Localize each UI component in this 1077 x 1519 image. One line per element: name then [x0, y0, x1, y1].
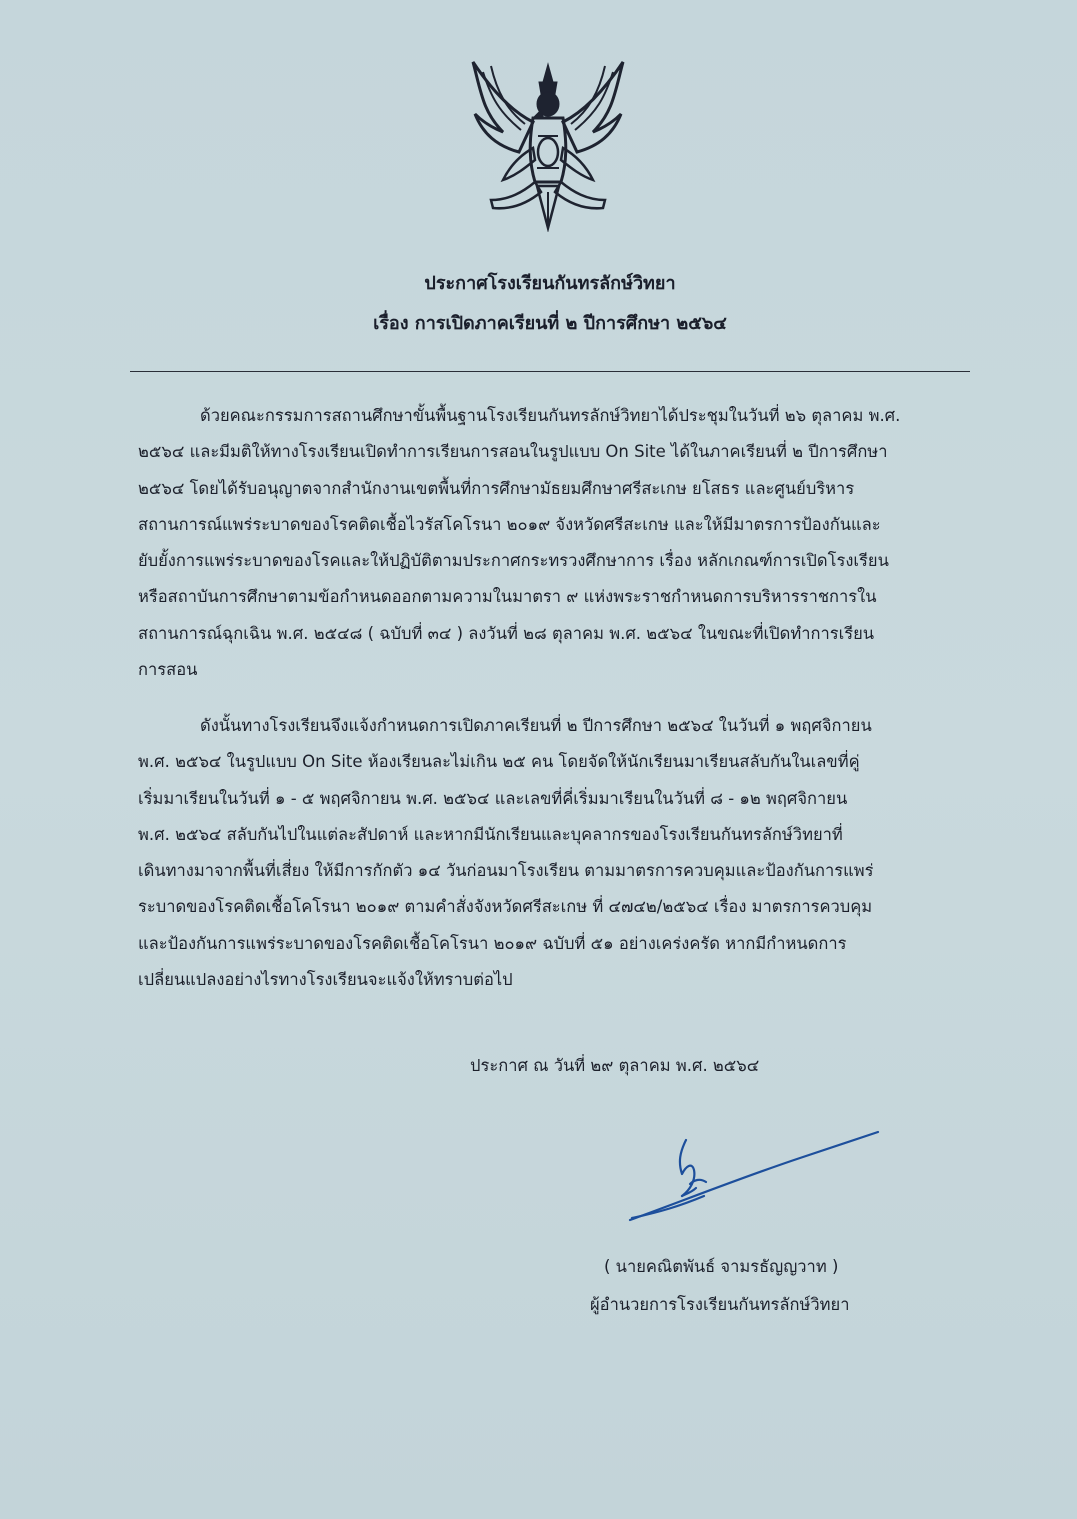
- document-title: ประกาศโรงเรียนกันทรลักษ์วิทยา: [424, 273, 676, 294]
- paragraph-line: เปลี่ยนแปลงอย่างไรทางโรงเรียนจะแจ้งให้ทราบต่อไป: [138, 970, 513, 990]
- paragraph-line: ด้วยคณะกรรมการสถานศึกษาขั้นพื้นฐานโรงเรียนกันทรลักษ์วิทยาได้ประชุมในวันที่ ๒๖ ตุลาคม พ.ศ.: [200, 406, 901, 425]
- signer-name: ( นายคณิตพันธ์ จามรธัญญวาท ): [604, 1257, 839, 1276]
- paragraph-line: ดังนั้นทางโรงเรียนจึงแจ้งกำหนดการเปิดภาคเรียนที่ ๒ ปีการศึกษา ๒๕๖๔ ในวันที่ ๑ พฤศจิกายน: [200, 716, 872, 735]
- title-divider: [130, 371, 970, 372]
- paragraph-line: เริ่มมาเรียนในวันที่ ๑ - ๕ พฤศจิกายน พ.ศ. ๒๕๖๔ และเลขที่คี่เริ่มมาเรียนในวันที่ ๘ - ๑๒ พฤศจิกายน: [138, 788, 848, 808]
- paragraph-line: พ.ศ. ๒๕๖๔ สลับกันไปในแต่ละสัปดาห์ และหากมีนักเรียนและบุคลากรของโรงเรียนกันทรลักษ์วิทยาที่: [138, 824, 843, 844]
- paragraph-line: พ.ศ. ๒๕๖๔ ในรูปแบบ On Site ห้องเรียนละไม่เกิน ๒๕ คน โดยจัดให้นักเรียนมาเรียนสลับกันในเลขที่คู่: [138, 752, 860, 772]
- paragraph-line: ระบาดของโรคติดเชื้อโคโรนา ๒๐๑๙ ตามคำสั่งจังหวัดศรีสะเกษ ที่ ๔๗๔๒/๒๕๖๔ เรื่อง มาตรการควบคุม: [138, 897, 873, 917]
- document-subject: เรื่อง การเปิดภาคเรียนที่ ๒ ปีการศึกษา ๒๕๖๔: [373, 313, 727, 334]
- paragraph-line: สถานการณ์ฉุกเฉิน พ.ศ. ๒๕๔๘ ( ฉบับที่ ๓๔ ) ลงวันที่ ๒๘ ตุลาคม พ.ศ. ๒๕๖๔ ในขณะที่เปิดทำการเรียน: [138, 623, 875, 643]
- paragraph-line: ยับยั้งการแพร่ระบาดของโรคและให้ปฏิบัติตามประกาศกระทรวงศึกษาการ เรื่อง หลักเกณฑ์การเปิดโรงเรียน: [138, 551, 889, 571]
- paragraph-line: หรือสถาบันการศึกษาตามข้อกำหนดออกตามความในมาตรา ๙ แห่งพระราชกำหนดการบริหารราชการใน: [138, 587, 877, 607]
- signer-title: ผู้อำนวยการโรงเรียนกันทรลักษ์วิทยา: [590, 1295, 850, 1314]
- paragraph-line: ๒๕๖๔ และมีมติให้ทางโรงเรียนเปิดทำการเรียนการสอนในรูปแบบ On Site ได้ในภาคเรียนที่ ๒ ปีการศึกษา: [138, 442, 888, 462]
- paragraph-line: เดินทางมาจากพื้นที่เสี่ยง ให้มีการกักตัว ๑๔ วันก่อนมาโรงเรียน ตามมาตรการควบคุมและป้องกันการแพร่: [138, 861, 874, 881]
- announcement-date: ประกาศ ณ วันที่ ๒๙ ตุลาคม พ.ศ. ๒๕๖๔: [470, 1056, 760, 1075]
- garuda-emblem-icon: [463, 52, 633, 232]
- paragraph-line: ๒๕๖๔ โดยได้รับอนุญาตจากสำนักงานเขตพื้นที่การศึกษามัธยมศึกษาศรีสะเกษ ยโสธร และศูนย์บริหาร: [138, 478, 855, 498]
- paragraph-line: และป้องกันการแพร่ระบาดของโรคติดเชื้อโคโรนา ๒๐๑๙ ฉบับที่ ๕๑ อย่างเคร่งครัด หากมีกำหนดการ: [138, 933, 847, 953]
- paragraph-line: การสอน: [138, 660, 198, 680]
- paragraph-line: สถานการณ์แพร่ระบาดของโรคติดเชื้อไวรัสโคโรนา ๒๐๑๙ จังหวัดศรีสะเกษ และให้มีมาตรการป้องกันและ: [138, 514, 881, 534]
- paragraph-2: [138, 708, 968, 998]
- signature-mark: [620, 1122, 890, 1232]
- paragraph-1: [138, 398, 968, 688]
